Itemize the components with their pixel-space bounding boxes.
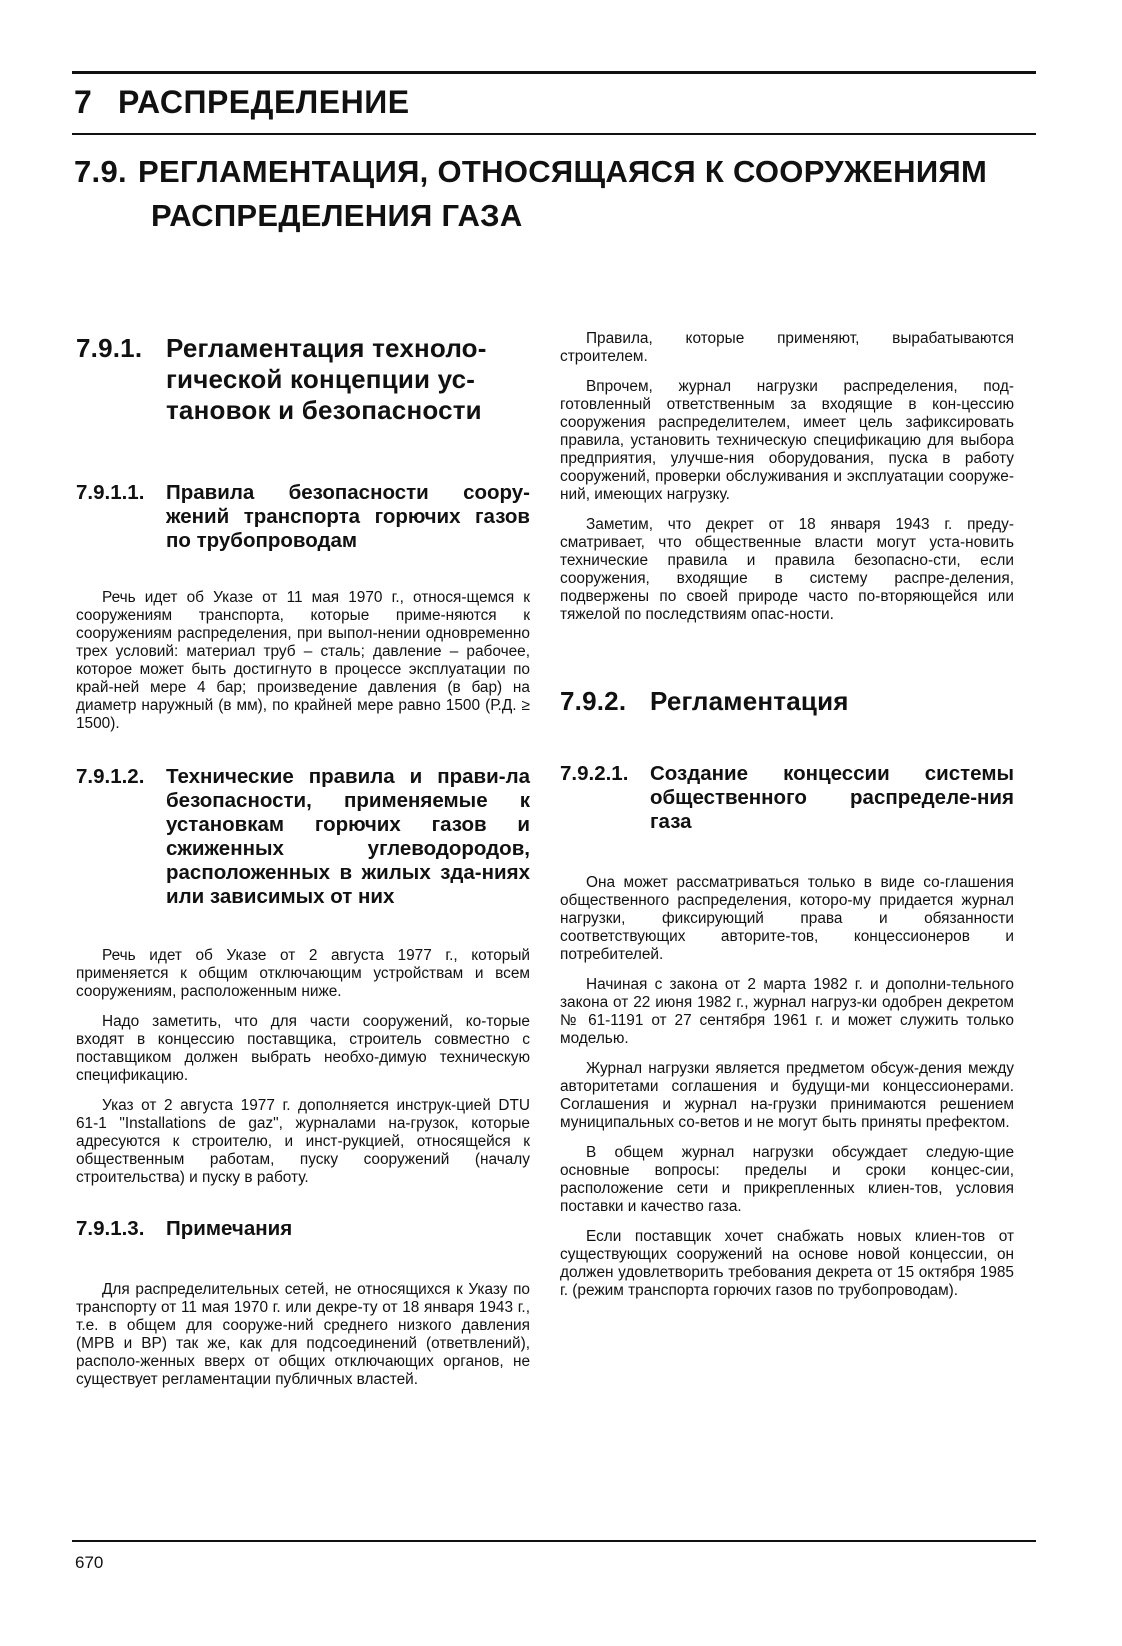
- paragraph: Для распределительных сетей, не относящихся к Указу по транспорту от 11 мая 1970 г. или декре-ту от 18 января 1943 г., т.е. в общем для сооруже-ний среднего низкого давления (МРВ и ВР) так же, как для подсоединений (ответвлений), располо-женных вверх от общих отключающих органов, не существует регламентации публичных властей.: [76, 1281, 530, 1388]
- subsection-title: Создание концессии системы общественного распределе-ния газа: [650, 762, 1014, 833]
- paragraph: Журнал нагрузки является предметом обсуж-дения между авторитетами соглашения и будущи-ми концессионерами. Соглашения и журнал на-грузки принимаются решением муниципальных со-ветов и не могут быть приняты префектом.: [560, 1060, 1014, 1131]
- subsection-title: Регламентация техноло-гической концепции ус-тановок и безопасности: [166, 333, 487, 425]
- footer-rule: [72, 1540, 1036, 1542]
- subsection-title: Примечания: [166, 1217, 293, 1240]
- subsection-7-9-2-1-body: [560, 874, 1014, 1300]
- chapter-title: РАСПРЕДЕЛЕНИЕ: [118, 84, 410, 120]
- subsection-title: Регламентация: [650, 686, 849, 716]
- paragraph: Надо заметить, что для части сооружений, ко-торые входят в концессию поставщика, строитель совместно с поставщиком должен выбрать необхо-димую техническую спецификацию.: [76, 1013, 530, 1084]
- subsection-title: Технические правила и прави-ла безопасности, применяемые к установкам горючих газов и сжиженных углеводородов, расположенных в жилых зда-ниях или зависимых от них: [166, 765, 530, 908]
- paragraph: Впрочем, журнал нагрузки распределения, под-готовленный ответственным за входящие в кон-цессию сооружения распределителем, имеет цель зафиксировать правила, установить техническую спецификацию для выбора предприятия, улучше-ния оборудования, пуска в работу сооружений, проверки обслуживания и эксплуатации сооруже-ний, имеющих нагрузку.: [560, 378, 1014, 503]
- paragraph: Правила, которые применяют, вырабатываются строителем.: [560, 330, 1014, 365]
- subsection-number: 7.9.1.3.: [76, 1217, 145, 1240]
- chapter-number: 7: [74, 84, 93, 120]
- subsection-7-9-1-3-heading: [76, 1217, 530, 1241]
- paragraph: Речь идет об Указе от 2 августа 1977 г., который применяется к общим отключающим устройствам и всем сооружениям, расположенным ниже.: [76, 947, 530, 1000]
- paragraph: Она может рассматриваться только в виде со-глашения общественного распределения, которо-му придается журнал нагрузки, фиксирующий права и обязанности соответствующих авторите-тов, концессионеров и потребителей.: [560, 874, 1014, 963]
- section-heading: [74, 150, 1044, 238]
- top-rule: [72, 71, 1036, 74]
- section-title-line1: РЕГЛАМЕНТАЦИЯ, ОТНОСЯЩАЯСЯ К СООРУЖЕНИЯМ: [138, 154, 988, 189]
- subsection-7-9-1-heading: [76, 333, 530, 426]
- chapter-rule: [72, 133, 1036, 135]
- subsection-7-9-2-heading: [560, 686, 1014, 717]
- subsection-7-9-1-1-body: [76, 589, 530, 733]
- subsection-7-9-1-2-heading: [76, 765, 530, 909]
- paragraph: Если поставщик хочет снабжать новых клиен-тов от существующих сооружений на основе новой концессии, он должен удовлетворить требования декрета от 15 октября 1985 г. (режим транспорта горючих газов по трубопроводам).: [560, 1228, 1014, 1299]
- paragraph: В общем журнал нагрузки обсуждает следую-щие основные вопросы: пределы и сроки концес-сии, расположение сети и прикрепленных клиен-тов, условия поставки и качество газа.: [560, 1144, 1014, 1215]
- subsection-7-9-1-3-body: [76, 1281, 530, 1389]
- subsection-7-9-1-2-body: [76, 947, 530, 1187]
- intro-body: [560, 330, 1014, 624]
- right-column: [560, 330, 1014, 1312]
- page-number: 670: [75, 1553, 104, 1572]
- subsection-number: 7.9.2.1.: [560, 762, 629, 785]
- subsection-title: Правила безопасности соору-жений транспорта горючих газов по трубопроводам: [166, 481, 530, 552]
- subsection-7-9-1-1-heading: [76, 481, 530, 553]
- section-title-line2: РАСПРЕДЕЛЕНИЯ ГАЗА: [151, 198, 523, 233]
- left-column: [76, 333, 530, 1401]
- subsection-7-9-2-1-heading: [560, 762, 1014, 834]
- subsection-number: 7.9.2.: [560, 686, 627, 716]
- paragraph: Начиная с закона от 2 марта 1982 г. и дополни-тельного закона от 22 июня 1982 г., журнал нагруз-ки одобрен декретом № 61-1191 от 27 сентября 1961 г. и может служить только моделью.: [560, 976, 1014, 1047]
- paragraph: Заметим, что декрет от 18 января 1943 г. преду-сматривает, что общественные власти могут уста-новить технические правила и правила безопасно-сти, если сооружения, входящие в систему распре-деления, подвержены по своей природе часто по-вторяющейся или тяжелой по последствиям опас-ности.: [560, 516, 1014, 623]
- subsection-number: 7.9.1.: [76, 333, 143, 363]
- subsection-number: 7.9.1.2.: [76, 765, 145, 788]
- subsection-number: 7.9.1.1.: [76, 481, 145, 504]
- section-number: 7.9.: [74, 154, 127, 189]
- paragraph: Указ от 2 августа 1977 г. дополняется инструк-цией DTU 61-1 "Installations de gaz", журналами на-грузок, которые адресуются к строителю, и инст-рукцией, относящейся к общественным работам, пуску сооружений (началу строительства) и пуску в работу.: [76, 1097, 530, 1186]
- paragraph: Речь идет об Указе от 11 мая 1970 г., относя-щемся к сооружениям транспорта, которые приме-няются к сооружениям распределения, при выпол-нении одновременно трех условий: материал труб – сталь; давление – рабочее, которое может быть достигнуто в процессе эксплуатации по край-ней мере 4 бар; произведение давления (в бар) на диаметр наружный (в мм), по крайней мере равно 1500 (Р.Д. ≥ 1500).: [76, 589, 530, 732]
- chapter-heading: [74, 82, 410, 122]
